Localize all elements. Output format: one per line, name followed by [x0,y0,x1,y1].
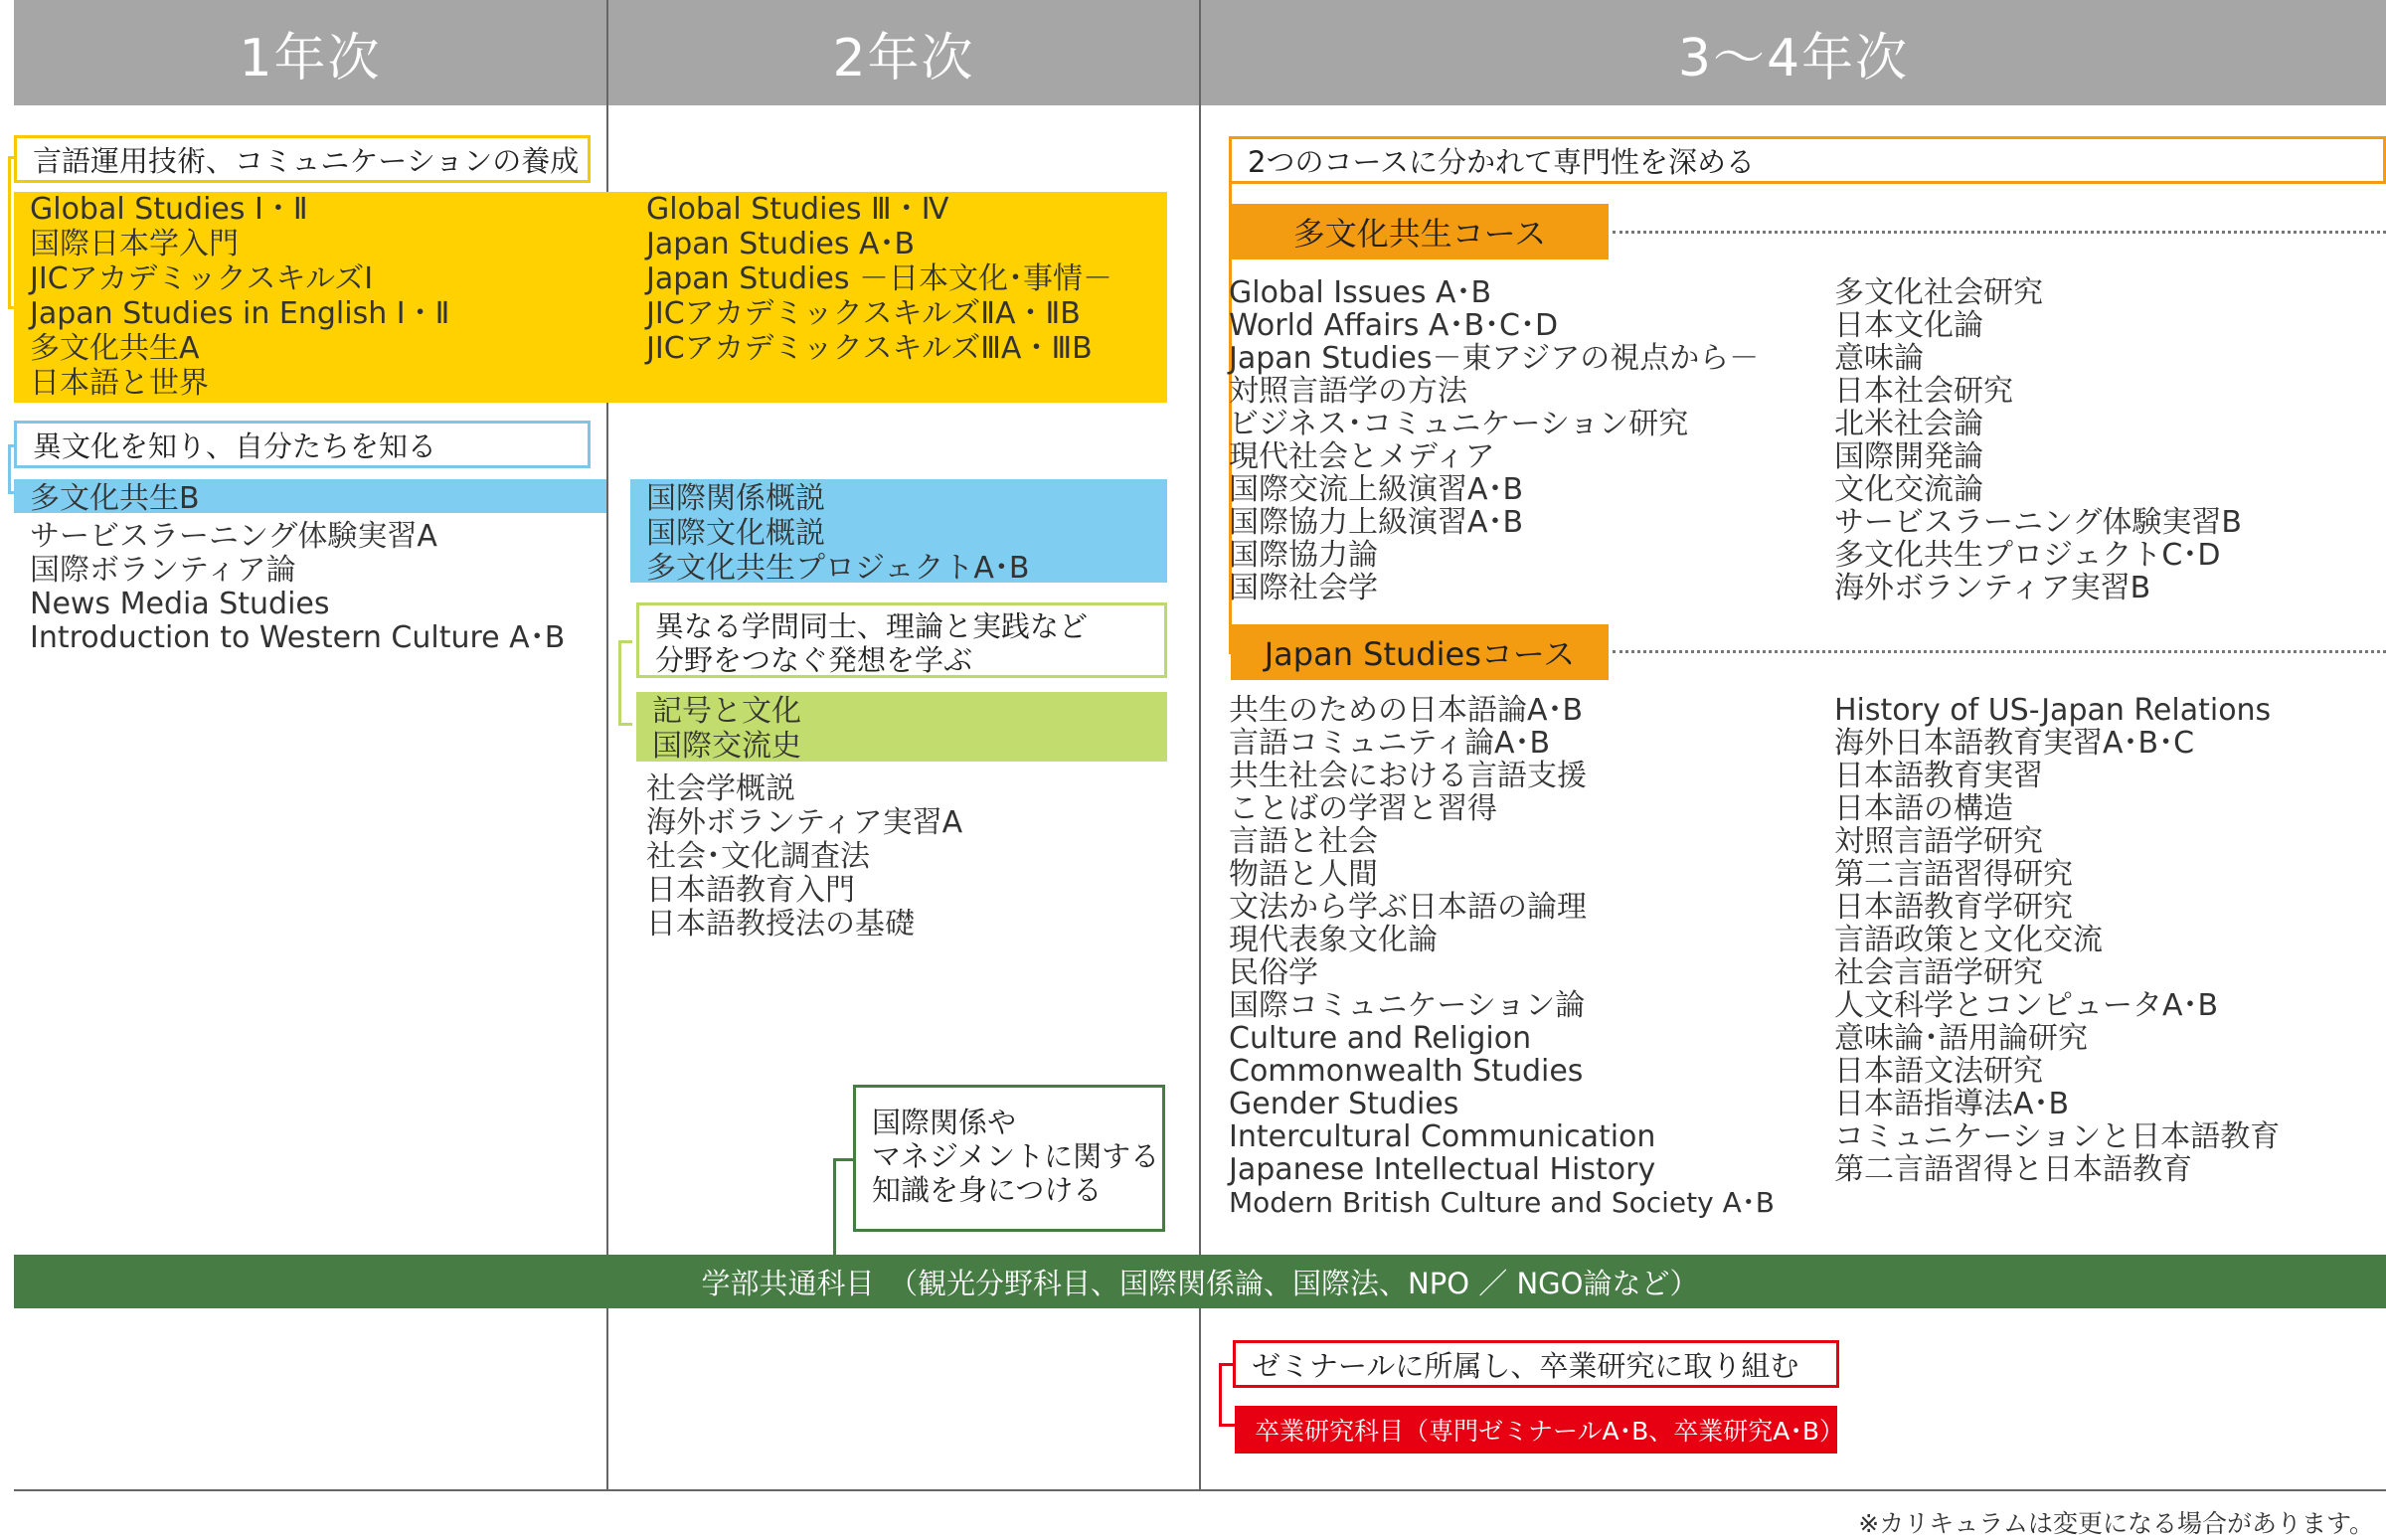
list-item: ことばの学習と習得 [1229,791,1497,826]
list-item: 社会学概説 [646,771,795,806]
list-item: 多文化共生プロジェクトA･B [646,551,1030,586]
japan-course-label: Japan Studiesコース [1231,624,1609,680]
mgmt-bracket [833,1158,853,1258]
dotted-rule [1613,650,2386,653]
list-item: 日本語教授法の基礎 [646,907,915,941]
list-item: 文化交流論 [1834,472,1983,507]
footnote: ※カリキュラムは変更になる場合があります。 [1858,1509,2374,1538]
list-item: サービスラーニング体験実習A [30,519,437,554]
list-item: Commonwealth Studies [1229,1054,1584,1089]
list-item: 日本語教育実習 [1834,759,2043,793]
list-item: 人文科学とコンピュータA･B [1834,988,2219,1023]
dotted-rule [1613,231,2386,234]
list-item: 対照言語学の方法 [1229,374,1467,409]
list-item: 国際文化概説 [646,516,825,551]
list-item: 共生社会における言語支援 [1229,759,1587,793]
list-item: 日本語文法研究 [1834,1054,2043,1089]
list-item: Culture and Religion [1229,1021,1532,1056]
bottom-rule [14,1489,2386,1491]
list-item: Intercultural Communication [1229,1119,1656,1154]
list-item: 日本語と世界 [30,366,209,401]
list-item: 対照言語学研究 [1834,824,2043,859]
year1-lang-courses [30,192,449,401]
list-item: 意味論･語用論研究 [1834,1021,2088,1056]
japan-left-courses [1229,694,1775,1219]
list-item: Introduction to Western Culture A･B [30,620,566,655]
course-heading: 2つのコースに分かれて専門性を深める [1229,136,2386,184]
list-item: Modern British Culture and Society A･B [1229,1186,1775,1219]
list-item: 海外ボランティア実習A [646,805,963,840]
list-item: 国際関係概説 [646,481,825,516]
multicultural-left-courses [1229,276,1759,604]
list-item: 日本語指導法A･B [1834,1087,2070,1121]
list-item: World Affairs A･B･C･D [1229,308,1559,343]
list-item: ビジネス･コミュニケーション研究 [1229,407,1689,441]
list-item: 多文化社会研究 [1834,275,2043,310]
list-item: 国際交流史 [652,729,801,764]
list-item: Gender Studies [1229,1087,1459,1121]
lang-heading: 言語運用技術、コミュニケーションの養成 [14,135,591,183]
list-item: Japanese Intellectual History [1229,1152,1656,1187]
list-item: Global Studies Ⅲ・Ⅳ [646,192,949,227]
list-item: 日本語教育学研究 [1834,890,2073,925]
common-subjects-band: 学部共通科目 （観光分野科目、国際関係論、国際法、NPO ／ NGO論など） [14,1255,2386,1308]
list-item: Japan Studies in English Ⅰ・Ⅱ [30,296,450,331]
mgmt-heading: 国際関係や マネジメントに関する 知識を身につける [853,1085,1165,1232]
list-item: 国際開発論 [1834,439,1983,474]
multicultural-right-courses [1834,276,2242,604]
list-item: 共生のための日本語論A･B [1229,693,1584,728]
list-item: 多文化共生B [30,481,200,516]
list-item: 国際協力上級演習A･B [1229,505,1524,540]
list-item: 記号と文化 [652,694,801,729]
list-item: 多文化共生A [30,331,200,366]
list-item: 現代表象文化論 [1229,923,1438,957]
list-item: 意味論 [1834,341,1924,376]
list-item: 海外ボランティア実習B [1834,571,2151,605]
list-item: 日本語の構造 [1834,791,2013,826]
year2-lang-courses [646,192,1112,366]
header-year2: 2年次 [608,0,1199,105]
multicultural-course-label: 多文化共生コース [1231,204,1609,259]
list-item: Japan Studies －日本文化･事情－ [646,261,1113,296]
list-item: 国際コミュニケーション論 [1229,988,1586,1023]
list-item: 第二言語習得研究 [1834,857,2073,892]
culture-heading: 異文化を知り、自分たちを知る [14,421,591,468]
year2-other-courses [646,772,962,941]
list-item: 言語コミュニティ論A･B [1229,726,1551,761]
header-year34: 3〜4年次 [1201,0,2386,105]
list-item: Japan Studies A･B [646,227,916,261]
list-item: 第二言語習得と日本語教育 [1834,1152,2192,1187]
list-item: サービスラーニング体験実習B [1834,505,2242,540]
bridge-heading: 異なる学問同士、理論と実践など 分野をつなぐ発想を学ぶ [636,602,1167,678]
list-item: 国際社会学 [1229,571,1378,605]
year1-culture-courses [30,520,565,655]
header-year1: 1年次 [14,0,606,105]
list-item: JICアカデミックスキルズⅡA・ⅡB [646,296,1081,331]
list-item: 文法から学ぶ日本語の論理 [1229,890,1587,925]
list-item: 国際交流上級演習A･B [1229,472,1524,507]
list-item: 国際ボランティア論 [30,553,296,588]
list-item: 国際協力論 [1229,538,1378,573]
list-item: 国際日本学入門 [30,227,239,261]
list-item: 日本社会研究 [1834,374,2013,409]
list-item: 日本語教育入門 [646,873,855,908]
list-item: JICアカデミックスキルズⅠ [30,261,374,296]
list-item: 言語と社会 [1229,824,1378,859]
list-item: 海外日本語教育実習A･B･C [1834,726,2195,761]
bridge-band [636,692,1167,762]
list-item: 言語政策と文化交流 [1834,923,2103,957]
list-item: 物語と人間 [1229,857,1378,892]
list-item: 現代社会とメディア [1229,439,1495,474]
list-item: Global Issues A･B [1229,275,1492,310]
list-item: News Media Studies [30,587,330,621]
list-item: コミュニケーションと日本語教育 [1834,1119,2281,1154]
list-item: Global Studies Ⅰ・Ⅱ [30,192,308,227]
seminar-heading: ゼミナールに所属し、卒業研究に取り組む [1233,1340,1839,1388]
bridge-bracket [618,640,632,726]
culture-band-year2 [630,479,1167,586]
list-item: 日本文化論 [1834,308,1983,343]
list-item: 民俗学 [1229,955,1318,990]
list-item: 社会･文化調査法 [646,839,870,874]
list-item: History of US-Japan Relations [1834,693,2272,728]
list-item: JICアカデミックスキルズⅢA・ⅢB [646,331,1093,366]
list-item: 多文化共生プロジェクトC･D [1834,538,2221,573]
culture-band-year1 [14,479,606,516]
list-item: Japan Studies－東アジアの視点から－ [1229,341,1760,376]
list-item: 北米社会論 [1834,407,1983,441]
japan-right-courses [1834,694,2280,1186]
list-item: 社会言語学研究 [1834,955,2043,990]
seminar-band: 卒業研究科目（専門ゼミナールA･B、卒業研究A･B） [1235,1406,1837,1454]
